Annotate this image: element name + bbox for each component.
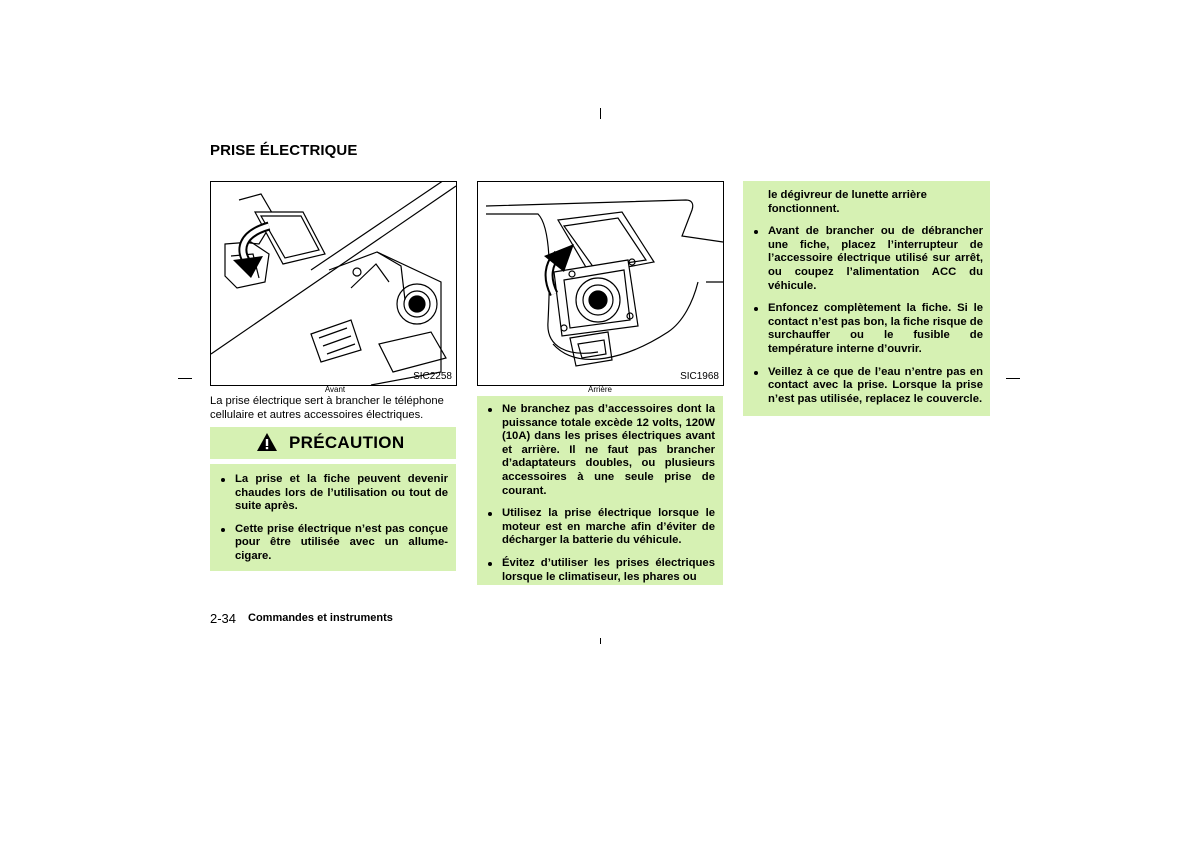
caution-continuation: le dégivreur de lunette arrière fonctionnent. <box>768 189 927 215</box>
caution-list-col1 <box>210 473 448 573</box>
figure-front-outlet <box>210 181 457 386</box>
caution-box-col1 <box>210 464 456 571</box>
list-item: Utilisez la prise électrique lorsque le moteur est en marche afin d’éviter de décharger la batterie du véhicule. <box>477 507 715 548</box>
crop-mark-bottom <box>600 638 601 644</box>
caution-title: PRÉCAUTION <box>289 433 405 452</box>
list-item: Cette prise électrique n’est pas conçue pour être utilisée avec un allume-cigare. <box>210 523 448 564</box>
down-arrow-icon <box>233 226 269 278</box>
list-item: Avant de brancher ou de débrancher une fiche, placez l’interrupteur de l’accessoire électrique utilisé sur arrêt, ou coupez l’alimentation ACC du véhicule. <box>743 225 983 293</box>
caution-list-col2 <box>477 403 715 593</box>
caution-box-col2 <box>477 396 723 585</box>
crop-mark-right <box>1006 378 1020 379</box>
list-item: Ne branchez pas d’accessoires dont la puissance totale excède 12 volts, 120W (10A) dans les prises électriques avant et arrière. Il ne faut pas brancher d’adaptateurs doubles, ou plusieurs accessoires à une seule prise de courant. <box>477 403 715 498</box>
figure-caption-rear: Arrière <box>587 385 612 394</box>
page-number: 2-34 <box>210 611 237 626</box>
figure-code: SIC1968 <box>680 371 719 382</box>
crop-mark-left <box>178 378 192 379</box>
list-item: La prise et la fiche peuvent devenir chaudes lors de l’utilisation ou tout de suite après. <box>210 473 448 514</box>
list-item: Enfoncez complètement la fiche. Si le contact n’est pas bon, la fiche risque de surchauffer ou le fusible de température interne d’ouvrir. <box>743 302 983 356</box>
caution-box-col3 <box>743 181 990 416</box>
figure-rear-outlet <box>477 181 724 386</box>
caution-header <box>210 427 456 459</box>
footer-section-label: Commandes et instruments <box>248 612 393 624</box>
list-item: Veillez à ce que de l’eau n’entre pas en contact avec la prise. Lorsque la prise n’est pas utilisée, replacez le couvercle. <box>743 366 983 407</box>
figure-caption-front: Avant <box>324 385 346 394</box>
crop-mark-top <box>600 108 601 119</box>
rear-outlet-illustration <box>478 182 723 385</box>
warning-triangle-icon <box>256 432 278 452</box>
list-item: Évitez d’utiliser les prises électriques lorsque le climatiseur, les phares ou <box>477 557 715 584</box>
front-outlet-illustration <box>211 182 456 385</box>
caution-list-col3 <box>743 225 983 406</box>
figure-code: SIC2258 <box>413 371 452 382</box>
intro-text: La prise électrique sert à brancher le téléphone cellulaire et autres accessoires électriques. <box>210 395 444 421</box>
section-title: PRISE ÉLECTRIQUE <box>210 142 358 159</box>
